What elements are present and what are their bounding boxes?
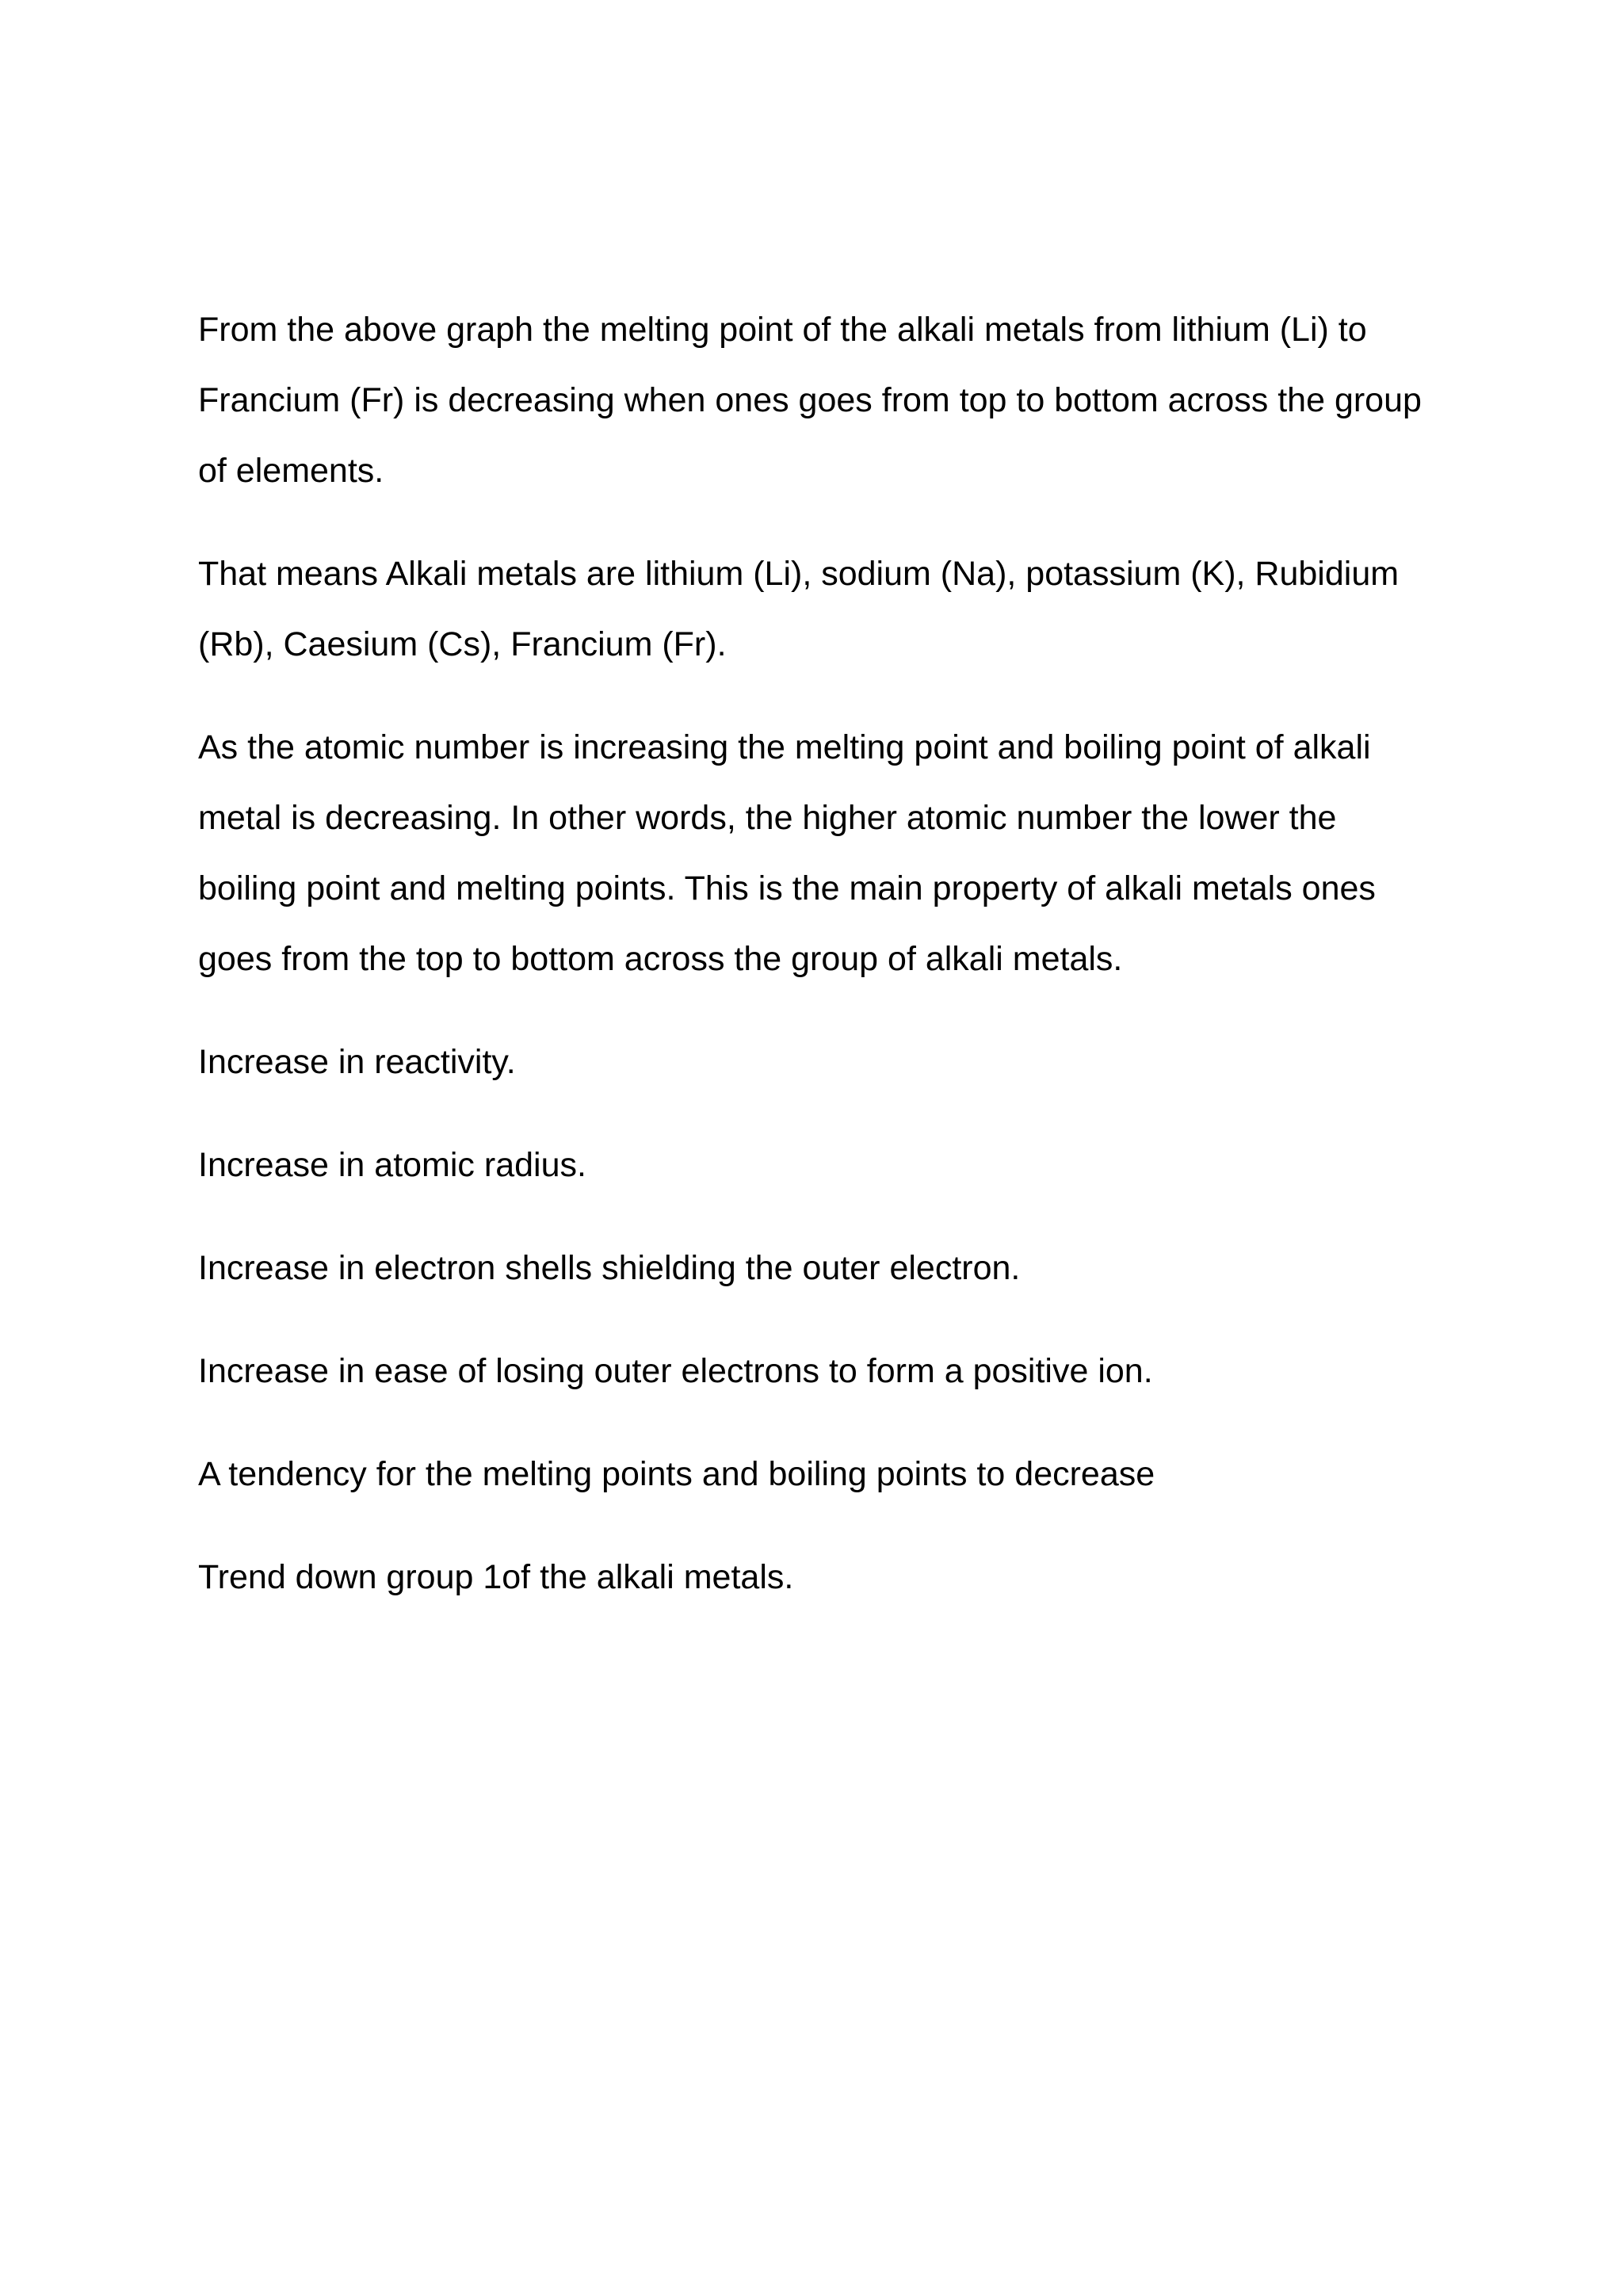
paragraph-alkali-metals-list: That means Alkali metals are lithium (Li), sodium (Na), potassium (K), Rubidium (Rb), Caesium (Cs), Francium (Fr). (198, 555, 1400, 663)
paragraph-atomic-number-trend: As the atomic number is increasing the melting point and boiling point of alkali metal is decreasing. In other words, the higher atomic number the lower the boiling point and melting points. This is the main property of alkali metals ones goes from the top to bottom across the group of alkali metals. (198, 728, 1376, 978)
paragraph-melting-boiling-tendency: A tendency for the melting points and boiling points to decrease (198, 1455, 1155, 1493)
paragraph-group-trend: Trend down group 1of the alkali metals. (198, 1558, 794, 1596)
paragraph-electron-shells: Increase in electron shells shielding the outer electron. (198, 1249, 1021, 1287)
document-body (198, 295, 1434, 1645)
paragraph-melting-point-graph: From the above graph the melting point of the alkali metals from lithium (Li) to Francium (Fr) is decreasing when ones goes from top to bottom across the group of elements. (198, 311, 1422, 490)
paragraph-atomic-radius: Increase in atomic radius. (198, 1146, 586, 1184)
paragraph-losing-electrons: Increase in ease of losing outer electrons to form a positive ion. (198, 1352, 1153, 1390)
paragraph-reactivity: Increase in reactivity. (198, 1043, 516, 1081)
